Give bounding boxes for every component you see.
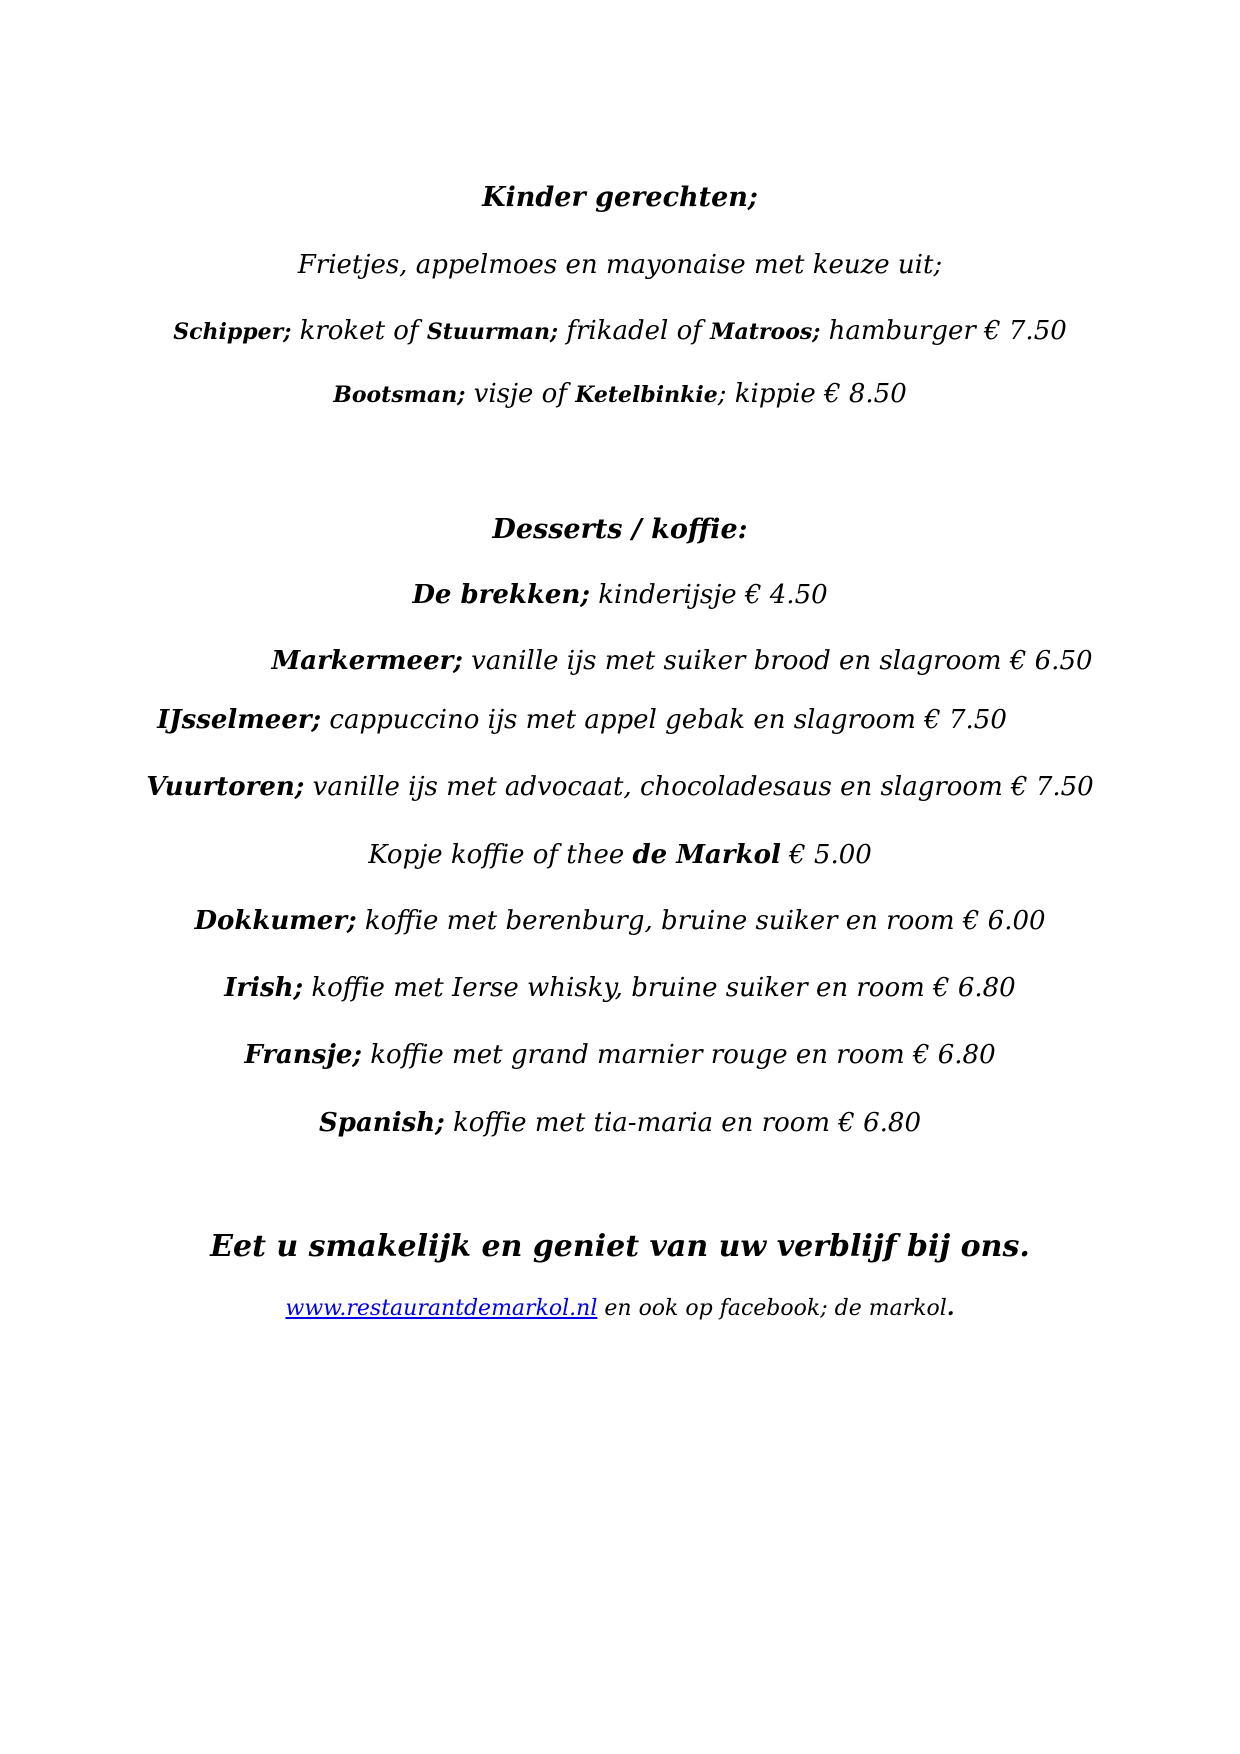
dessert-name: IJsselmeer;	[157, 705, 322, 735]
closing-message: Eet u smakelijk en geniet van uw verblijf bij ons.	[210, 1229, 1030, 1264]
coffee-name: de Markol	[632, 840, 781, 870]
desserts-heading: Desserts / koffie:	[492, 514, 748, 545]
menu-item-text: frikadel of	[558, 316, 711, 346]
special-coffee-item	[0, 1038, 1240, 1072]
coffee-pre: Kopje koffie of thee	[368, 840, 633, 870]
special-coffee-name: Fransje;	[244, 1040, 362, 1070]
special-coffee-desc: koffie met Ierse whisky, bruine suiker en room € 6.80	[303, 973, 1016, 1003]
special-coffee-item	[0, 971, 1240, 1005]
website-link[interactable]: www.restaurantdemarkol.nl	[285, 1296, 598, 1321]
dessert-name: Vuurtoren;	[146, 772, 305, 802]
coffee-line	[0, 838, 1240, 872]
special-coffee-desc: koffie met grand marnier rouge en room € 6.80	[362, 1040, 996, 1070]
dessert-desc: vanille ijs met advocaat, chocoladesaus en slagroom € 7.50	[304, 772, 1094, 802]
special-coffee-desc: koffie met berenburg, bruine suiker en room € 6.00	[356, 906, 1046, 936]
coffee-price: € 5.00	[780, 840, 872, 870]
dessert-desc: vanille ijs met suiker brood en slagroom € 6.50	[462, 646, 1093, 676]
footer	[0, 1293, 1240, 1324]
menu-item-text: hamburger € 7.50	[820, 316, 1067, 346]
special-coffee-item	[0, 904, 1240, 938]
footer-dot: .	[946, 1295, 955, 1321]
kinder-heading: Kinder gerechten;	[482, 182, 758, 213]
menu-item-name: Stuurman;	[426, 319, 559, 345]
dessert-item	[0, 703, 1202, 737]
footer-text: en ook op facebook; de markol	[597, 1296, 947, 1321]
special-coffee-item	[0, 1106, 1240, 1140]
menu-item-name: Matroos;	[710, 319, 821, 345]
dessert-item	[62, 644, 1240, 678]
dessert-desc: cappuccino ijs met appel gebak en slagroom € 7.50	[321, 705, 1007, 735]
menu-item-name: Ketelbinkie	[575, 382, 718, 408]
dessert-name: Markermeer;	[271, 646, 463, 676]
dessert-item	[0, 770, 1240, 804]
menu-item-name: Bootsman;	[333, 382, 466, 408]
kinder-line-1	[0, 314, 1240, 349]
menu-item-name: Schipper;	[173, 319, 292, 345]
menu-item-text: ; kippie € 8.50	[717, 379, 907, 409]
dessert-item	[0, 578, 1240, 612]
dessert-desc: kinderijsje € 4.50	[589, 580, 828, 610]
special-coffee-name: Irish;	[224, 973, 304, 1003]
kinder-intro: Frietjes, appelmoes en mayonaise met keuze uit;	[297, 250, 943, 280]
dessert-name: De brekken;	[412, 580, 590, 610]
menu-item-text: visje of	[465, 379, 576, 409]
menu-item-text: kroket of	[291, 316, 427, 346]
special-coffee-name: Dokkumer;	[194, 906, 357, 936]
kinder-line-2	[0, 377, 1240, 412]
special-coffee-desc: koffie met tia-maria en room € 6.80	[444, 1108, 921, 1138]
special-coffee-name: Spanish;	[318, 1108, 445, 1138]
